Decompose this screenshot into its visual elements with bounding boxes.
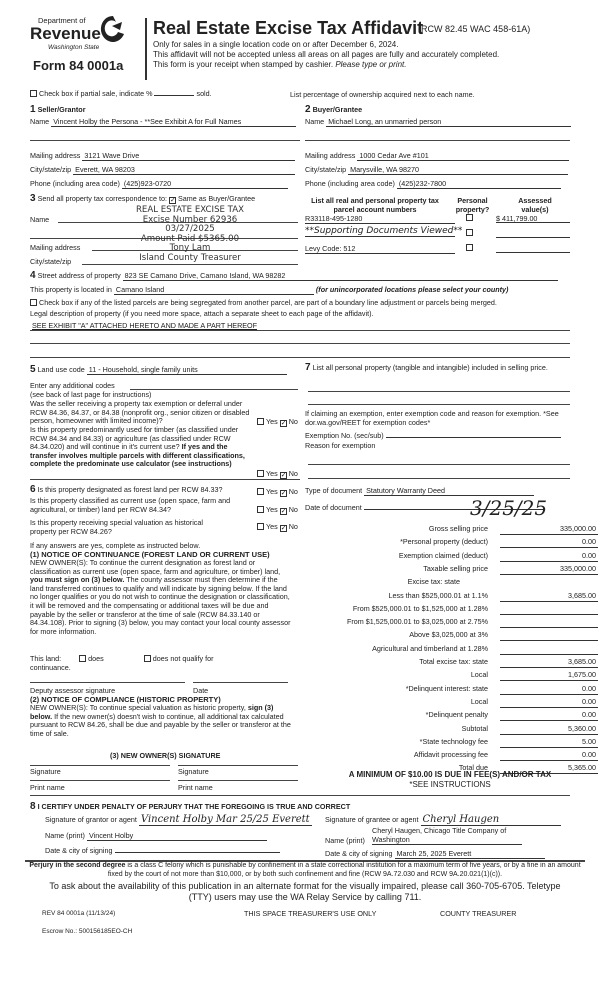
personal-property-label xyxy=(305,364,580,373)
header-text: property? xyxy=(455,204,490,214)
buyer-heading xyxy=(305,104,362,115)
text: you must sign on (3) below. xyxy=(30,575,125,585)
label: does not qualify for xyxy=(152,654,214,663)
tax-value-field[interactable] xyxy=(500,644,598,655)
tax-label: Agricultural and timberland at 1.28% xyxy=(372,643,488,653)
logo-state: Washington State xyxy=(48,44,100,51)
tax-label: Exemption claimed (deduct) xyxy=(398,550,488,560)
notice-compliance-text xyxy=(30,704,292,738)
text: is a class C felony which is punishable by confinement in a state correctional institution for a maximum term of five years, or by a fine in an amount fixed by the court of not more than $10,000, or by both such confinement and fine (RCW 9A.72.030 and RCW 9A.20.021(1)(c)). xyxy=(107,862,581,878)
label: Type of document xyxy=(305,486,363,495)
tax-row xyxy=(300,591,600,603)
tax-label: Taxable selling price xyxy=(423,563,488,573)
tax-value-field[interactable]: 1,675.00 xyxy=(500,670,598,681)
header-divider xyxy=(145,18,147,80)
header-text: List all real and personal property tax xyxy=(311,196,439,205)
additional-codes-label: Enter any additional codes xyxy=(30,381,115,390)
partial-sale-label: Check box if partial sale, indicate % xyxy=(39,89,153,98)
yes-checkbox[interactable] xyxy=(257,470,264,477)
tax-label: Affidavit processing fee xyxy=(413,750,488,760)
does-not-qualify-checkbox[interactable] xyxy=(144,655,151,662)
section-number: 6 xyxy=(30,484,36,495)
signature-label: Signature xyxy=(178,767,209,776)
grantor-name-row xyxy=(45,831,267,841)
no-checkbox-checked[interactable]: ✓ xyxy=(280,525,287,532)
tax-row xyxy=(300,670,600,682)
partial-sale-row xyxy=(30,89,212,98)
label: City/state/zip xyxy=(305,165,347,174)
label: No xyxy=(288,505,298,514)
label: does xyxy=(88,654,104,663)
text: If the new owner(s) doesn't wish to continue, all additional tax calculated pursuant to RCW 84.26, shall be due and payable by the seller or transferor at the time of sale. xyxy=(30,711,291,738)
personal-property-checkbox[interactable] xyxy=(466,229,473,236)
text: NEW OWNER(S): To continue special valuation as historic property, xyxy=(30,703,246,712)
notice-continuance-title: (1) NOTICE OF CONTINUANCE (FOREST LAND OR CURRENT USE) xyxy=(30,550,270,559)
reason-line-2 xyxy=(308,478,570,479)
tax-value-field[interactable]: 335,000.00 xyxy=(500,524,598,535)
stamp-line: REAL ESTATE EXCISE TAX xyxy=(135,205,245,215)
handwritten-doc-date: 3/25/25 xyxy=(470,496,548,520)
tax-row xyxy=(300,644,600,656)
seller-phone-row xyxy=(30,179,288,189)
tax-row xyxy=(300,697,600,709)
grantee-date-row xyxy=(325,849,545,859)
buyer-name-row xyxy=(305,117,571,127)
label: Yes xyxy=(266,487,278,496)
tax-label: Less than $525,000.01 at 1.1% xyxy=(388,590,488,600)
escrow-number: Escrow No.: 500156185EO-CH xyxy=(42,928,133,935)
tax-row xyxy=(300,617,600,629)
label: This land: xyxy=(30,654,62,663)
corr-city-label: City/state/zip xyxy=(30,257,72,266)
tax-value-field[interactable] xyxy=(500,630,598,641)
exemption-question: Was the seller receiving a property tax exemption or deferral under RCW 84.36, 84.37, or 84.38 (nonprofit org., senior citizen or disabled person, homeowner with limited income)? xyxy=(30,399,250,426)
legal-label: Legal description of property (if you need more space, attach a separate sheet to each page of the affidavit). xyxy=(30,309,374,318)
label: Yes xyxy=(266,417,278,426)
forest-q2-yes-no xyxy=(257,505,298,515)
text: Perjury in the second degree xyxy=(29,862,126,869)
no-checkbox-checked[interactable]: ✓ xyxy=(280,472,287,479)
tax-label: Excise tax: state xyxy=(407,577,460,587)
yes-checkbox[interactable] xyxy=(257,523,264,530)
continuance-label: continuance. xyxy=(30,663,71,672)
deputy-sig-line[interactable] xyxy=(30,682,185,683)
deputy-date-line[interactable] xyxy=(193,682,288,683)
logo-revenue: Revenue xyxy=(30,24,101,43)
timber-question xyxy=(30,426,254,469)
tax-value-field[interactable]: 5,360.00 xyxy=(500,724,598,735)
alt-format-notice: To ask about the availability of this publication in an alternate format for the visually impaired, please call 360-705-6705. Teletype (TTY) users may use the WA Relay Service by calling 711. xyxy=(49,881,561,902)
dor-logo xyxy=(30,14,125,62)
seller-heading-label: Seller/Grantor xyxy=(37,105,86,114)
yes-checkbox[interactable] xyxy=(257,488,264,495)
located-row xyxy=(30,285,508,295)
street-row xyxy=(30,270,558,281)
segregate-checkbox[interactable] xyxy=(30,299,37,306)
tax-value-field[interactable]: 5,365.00 xyxy=(500,763,598,774)
label: Street address of property xyxy=(37,271,121,280)
tax-label: Total excise tax: state xyxy=(419,657,488,666)
print-name-label: Print name xyxy=(30,783,65,792)
legal-line-3 xyxy=(30,357,570,358)
label: Date of document xyxy=(305,503,362,512)
print-name-label: Print name xyxy=(178,783,213,792)
tax-value-field[interactable]: 0.00 xyxy=(500,684,598,695)
buyer-heading-label: Buyer/Grantee xyxy=(312,105,363,114)
corr-mail-label: Mailing address xyxy=(30,243,81,252)
tax-row xyxy=(300,630,600,642)
owner-sig-line-1[interactable] xyxy=(30,765,170,766)
form-statute: (RCW 82.45 WAC 458-61A) xyxy=(418,24,531,34)
tax-row xyxy=(300,684,600,696)
corr-name-label: Name xyxy=(30,215,50,224)
label: Yes xyxy=(266,522,278,531)
correspondence-row xyxy=(30,193,255,204)
label: Check box if any of the listed parcels are being segregated from another parcel, are part of a boundary line adjustment or parcels being merged. xyxy=(39,298,497,307)
label: Name (print) xyxy=(45,831,85,840)
section-number: 2 xyxy=(305,104,311,115)
header-line-1: Only for sales in a single location code on or after December 6, 2024. xyxy=(153,40,399,49)
personal-property-checkbox[interactable] xyxy=(466,214,473,221)
stamp-date: 03/27/2025 xyxy=(165,224,215,235)
stamp-treasurer-name: Tony Lam xyxy=(169,243,211,254)
tax-row xyxy=(300,657,600,669)
section-number: 4 xyxy=(30,270,36,281)
legal-description[interactable]: SEE EXHIBIT "A" ATTACHED HERETO AND MADE A PART HEREOF xyxy=(32,321,258,330)
located-note: (for unincorporated locations please select your county) xyxy=(315,285,509,294)
header-text: Assessed xyxy=(518,196,552,205)
header-line-2: This affidavit will not be accepted unless all areas on all pages are fully and accurately completed. xyxy=(153,50,500,59)
tax-label: From $1,525,000.01 to $3,025,000 at 2.75% xyxy=(346,617,488,627)
assessed-value-field[interactable]: $ 411,799.00 xyxy=(496,214,570,223)
text: Is this property predominantly used for timber (as classified under RCW 84.34 and 84.33) or agriculture (as classified under RCW 84.34.020) and will continue in it's current use? xyxy=(30,425,239,452)
tax-row xyxy=(300,737,600,749)
tax-value-field[interactable]: 0.00 xyxy=(500,710,598,721)
label: Same as Buyer/Grantee xyxy=(178,194,256,203)
label: Name xyxy=(30,117,50,126)
this-land-row xyxy=(30,654,214,663)
label: No xyxy=(288,469,298,478)
if-yes-note: If any answers are yes, complete as instructed below. xyxy=(30,541,201,550)
label: Exemption No. (sec/sub) xyxy=(305,431,384,440)
buyer-name-line-2 xyxy=(305,140,570,141)
buyer-mail-field[interactable]: 1000 Cedar Ave #101 xyxy=(357,151,569,161)
label: Land use code xyxy=(37,365,85,374)
grantor-date-row xyxy=(45,845,280,855)
label: Phone (including area code) xyxy=(305,179,395,188)
owner-print-line-2[interactable] xyxy=(178,780,298,781)
tax-value-field[interactable]: 0.00 xyxy=(500,551,598,562)
located-in-field[interactable]: Camano Island xyxy=(114,285,314,295)
parcel-account-field[interactable]: **Supporting Documents Viewed** xyxy=(305,226,463,236)
tax-value-field[interactable]: 3,685.00 xyxy=(500,657,598,668)
land-use-code-field[interactable]: 11 - Household, single family units xyxy=(87,365,287,375)
street-address-field[interactable]: 823 SE Camano Drive, Camano Island, WA 98282 xyxy=(123,271,558,281)
tax-label: Subtotal xyxy=(461,723,488,733)
tax-label: *Personal property (deduct) xyxy=(400,537,488,547)
form-title: Real Estate Excise Tax Affidavit xyxy=(153,18,424,38)
section-number: 8 xyxy=(30,801,36,812)
label: Send all property tax correspondence to: xyxy=(37,194,168,203)
forest-q2: Is this property classified as current use (open space, farm and agricultural, or timber) land per RCW 84.34? xyxy=(30,496,231,514)
buyer-name-field[interactable]: Michael Long, an unmarried person xyxy=(326,117,571,127)
parcel-account-field[interactable]: Levy Code: 512 xyxy=(305,244,455,254)
landuse-row xyxy=(30,364,287,375)
label: Mailing address xyxy=(30,151,81,160)
seller-city-field[interactable]: Everett, WA 98203 xyxy=(73,165,295,175)
label: Name xyxy=(305,117,325,126)
legal-line-2 xyxy=(30,343,570,344)
tax-label: Above $3,025,000 at 3% xyxy=(409,630,488,640)
label: No xyxy=(288,417,298,426)
no-checkbox-checked[interactable]: ✓ xyxy=(280,420,287,427)
tax-value-field[interactable]: 0.00 xyxy=(500,537,598,548)
owner-print-line-1[interactable] xyxy=(30,780,170,781)
buyer-city-row xyxy=(305,165,568,175)
doc-type-field[interactable]: Statutory Warranty Deed xyxy=(364,486,534,496)
label: No xyxy=(288,487,298,496)
grantor-handwritten-signature[interactable]: Vincent Holby Mar 25/25 Everett xyxy=(140,814,310,825)
seller-name-field[interactable]: Vincent Holby the Persona - **See Exhibit A for Full Names xyxy=(51,117,296,127)
q2-yes-no xyxy=(257,469,298,479)
text: Is this property designated as forest land per RCW 84.33? xyxy=(37,485,223,494)
yes-checkbox[interactable] xyxy=(257,506,264,513)
parcel-col-header xyxy=(310,197,440,214)
revision: REV 84 0001a (11/13/24) xyxy=(42,910,116,917)
buyer-mail-row xyxy=(305,151,569,161)
tax-value-field[interactable]: 0.00 xyxy=(500,750,598,761)
tax-label: *Delinquent penalty xyxy=(425,710,488,720)
tax-row xyxy=(300,724,600,736)
section-number: 3 xyxy=(30,193,36,204)
assessed-value-field[interactable] xyxy=(496,229,570,238)
sold-label: sold. xyxy=(196,89,212,98)
exemption-no-row xyxy=(305,430,561,440)
personal-line-2 xyxy=(308,404,570,405)
tax-label: *Delinquent interest: state xyxy=(405,683,488,693)
label: Signature of grantee or agent xyxy=(325,815,419,824)
forest-q3-yes-no xyxy=(257,522,298,532)
q1-yes-no xyxy=(257,417,298,427)
treasurer-stamp xyxy=(110,206,270,264)
section-5-bottom-line xyxy=(30,479,300,480)
receipt-note: This form is your receipt when stamped by cashier. xyxy=(153,60,334,69)
exemption-no-field[interactable] xyxy=(386,430,561,438)
tax-row xyxy=(300,564,600,576)
tax-row xyxy=(300,750,600,762)
additional-codes-line xyxy=(130,389,298,390)
tax-row xyxy=(300,577,600,589)
stamp-treasurer-title: Island County Treasurer xyxy=(139,252,241,263)
grantee-sig-row xyxy=(325,814,561,826)
header-text: value(s) xyxy=(521,204,549,214)
text: The county assessor must then determine if the land transferred continues to qualify and will indicate by signing below. If the land no longer qualifies or you do not wish to continue the designation or classification, it will be removed and the compensating or additional taxes will be due and payable by the seller or transferor at the time of sale (RCW 84.33.140 or 84.34.108). Prior to signing (3) below, you may contact your local county assessor for more information. xyxy=(30,575,291,636)
text: List all personal property (tangible and intangible) included in selling price. xyxy=(312,363,548,372)
tax-row xyxy=(300,537,600,549)
grantor-date-field[interactable] xyxy=(115,845,280,853)
no-checkbox-checked[interactable]: ✓ xyxy=(280,508,287,515)
notice-continuance-text xyxy=(30,559,292,636)
reason-line-1 xyxy=(308,464,570,465)
same-as-buyer-checkbox[interactable]: ✓ xyxy=(170,197,176,204)
buyer-city-field[interactable]: Marysville, WA 98270 xyxy=(348,165,568,175)
corr-city-line xyxy=(82,264,298,265)
text: NEW OWNER(S): To continue the current designation as forest land or classification as current use (open space, farm and agriculture, or timber) land, xyxy=(30,558,281,576)
form-number: Form 84 0001a xyxy=(33,58,124,73)
grantee-date-field[interactable]: March 25, 2025 Everett xyxy=(395,849,545,859)
tax-value-field[interactable]: 0.00 xyxy=(500,697,598,708)
label: City/state/zip xyxy=(30,165,72,174)
seller-mail-row xyxy=(30,151,295,161)
tax-value-field[interactable]: 3,685.00 xyxy=(500,591,598,602)
header-text: Personal xyxy=(457,196,488,205)
signature-label: Signature xyxy=(30,767,61,776)
does-checkbox[interactable] xyxy=(79,655,86,662)
section-8-top-line xyxy=(30,795,570,796)
forest-q1 xyxy=(30,484,223,495)
ownership-note: List percentage of ownership acquired next to each name. xyxy=(290,90,475,99)
tax-label: From $525,000.01 to $1,525,000 at 1.28% xyxy=(352,603,488,613)
deputy-sig-label: Deputy assessor signature xyxy=(30,686,116,695)
label: Yes xyxy=(266,505,278,514)
seller-mail-field[interactable]: 3121 Wave Drive xyxy=(82,151,295,161)
minimum-due-note: A MINIMUM OF $10.00 IS DUE IN FEE(S) AND/OR TAX xyxy=(348,770,552,779)
assessed-col-header xyxy=(505,197,565,214)
tax-value-field[interactable] xyxy=(500,617,598,628)
doc-type-row xyxy=(305,486,534,496)
tax-value-field[interactable]: 335,000.00 xyxy=(500,564,598,575)
tax-row xyxy=(300,524,600,536)
personal-line-1 xyxy=(308,391,570,392)
see-instructions: *SEE INSTRUCTIONS xyxy=(409,780,491,789)
exemption-note: If claiming an exemption, enter exemption code and reason for exemption. *See dor.wa.gov/REET for exemption codes* xyxy=(305,409,559,427)
yes-checkbox[interactable] xyxy=(257,418,264,425)
certify-heading xyxy=(30,801,350,812)
text: I CERTIFY UNDER PENALTY OF PERJURY THAT THE FOREGOING IS TRUE AND CORRECT xyxy=(37,802,351,811)
county-treasurer: COUNTY TREASURER xyxy=(440,909,517,918)
personal-col-header xyxy=(450,197,495,214)
partial-sale-checkbox[interactable] xyxy=(30,90,37,97)
section-number: 5 xyxy=(30,364,36,375)
text: sign (3) below. xyxy=(30,703,274,721)
seller-name-line-2 xyxy=(30,140,300,141)
header-line-3 xyxy=(153,60,406,69)
seller-name-row xyxy=(30,117,296,127)
no-checkbox-checked[interactable]: ✓ xyxy=(280,490,287,497)
section-number: 7 xyxy=(305,362,311,373)
seller-heading xyxy=(30,104,86,115)
tax-value-field[interactable] xyxy=(500,604,598,615)
forest-q3: Is this property receiving special valuation as historical property per RCW 84.26? xyxy=(30,518,203,536)
parcel-account-field[interactable]: R33118-495-1280 xyxy=(305,214,455,224)
new-owner-sig-title: (3) NEW OWNER(S) SIGNATURE xyxy=(110,751,221,760)
treasurer-use-only: THIS SPACE TREASURER'S USE ONLY xyxy=(244,909,377,918)
grantor-name-field[interactable]: Vincent Holby xyxy=(87,831,267,841)
tax-label: Total due xyxy=(458,763,488,773)
segregate-row xyxy=(30,298,497,307)
buyer-phone-field[interactable]: (425)232-7800 xyxy=(397,179,561,189)
personal-property-checkbox[interactable] xyxy=(466,244,473,251)
grantee-name-field[interactable]: Cheryl Haugen, Chicago Title Company of Washington xyxy=(372,827,522,845)
buyer-phone-row xyxy=(305,179,561,189)
tax-label: Local xyxy=(470,670,488,680)
tax-row xyxy=(300,551,600,563)
tax-label: Local xyxy=(470,696,488,706)
revenue-swirl-icon xyxy=(100,14,126,44)
label: Mailing address xyxy=(305,151,356,160)
type-or-print-note: Please type or print. xyxy=(335,60,407,69)
label: Yes xyxy=(266,469,278,478)
tax-label: *State technology fee xyxy=(419,736,488,746)
grantee-name-label: Name (print) xyxy=(325,836,365,845)
label: Date & city of signing xyxy=(325,849,393,858)
legal-line-1 xyxy=(30,330,570,331)
label: This property is located in xyxy=(30,285,112,294)
seller-city-row xyxy=(30,165,295,175)
tax-row xyxy=(300,604,600,616)
text: If yes and the transfer involves multiple parcels with different classifications, complete the predominate use calculator (see instructions) xyxy=(30,442,245,469)
additional-codes-note: (see back of last page for instructions) xyxy=(30,390,152,399)
partial-percent-field[interactable] xyxy=(154,95,194,96)
reason-label: Reason for exemption xyxy=(305,441,376,450)
assessed-value-field[interactable] xyxy=(496,244,570,253)
label: Phone (including area code) xyxy=(30,179,120,188)
seller-phone-field[interactable]: (425)923-0720 xyxy=(122,179,288,189)
deputy-date-label: Date xyxy=(193,686,209,695)
perjury-notice xyxy=(28,862,582,879)
section-number: 1 xyxy=(30,104,36,115)
forest-q1-yes-no xyxy=(257,487,298,497)
tax-row xyxy=(300,710,600,722)
header-text: parcel account numbers xyxy=(333,204,417,214)
label: No xyxy=(288,522,298,531)
tax-value-field[interactable]: 5.00 xyxy=(500,737,598,748)
notice-compliance-title: (2) NOTICE OF COMPLIANCE (HISTORIC PROPERTY) xyxy=(30,695,221,704)
grantee-handwritten-signature[interactable]: Cheryl Haugen xyxy=(421,814,561,826)
stamp-amount-paid: Amount Paid $5365.00 xyxy=(140,233,240,244)
label: Signature of grantor or agent xyxy=(45,815,137,824)
stamp-excise-number: Excise Number 62936 xyxy=(142,214,238,225)
label: Date & city of signing xyxy=(45,846,113,855)
grantor-sig-row xyxy=(45,814,312,826)
tax-label: Gross selling price xyxy=(428,524,488,533)
logo-dept: Department of xyxy=(38,16,86,25)
owner-sig-line-2[interactable] xyxy=(178,765,298,766)
